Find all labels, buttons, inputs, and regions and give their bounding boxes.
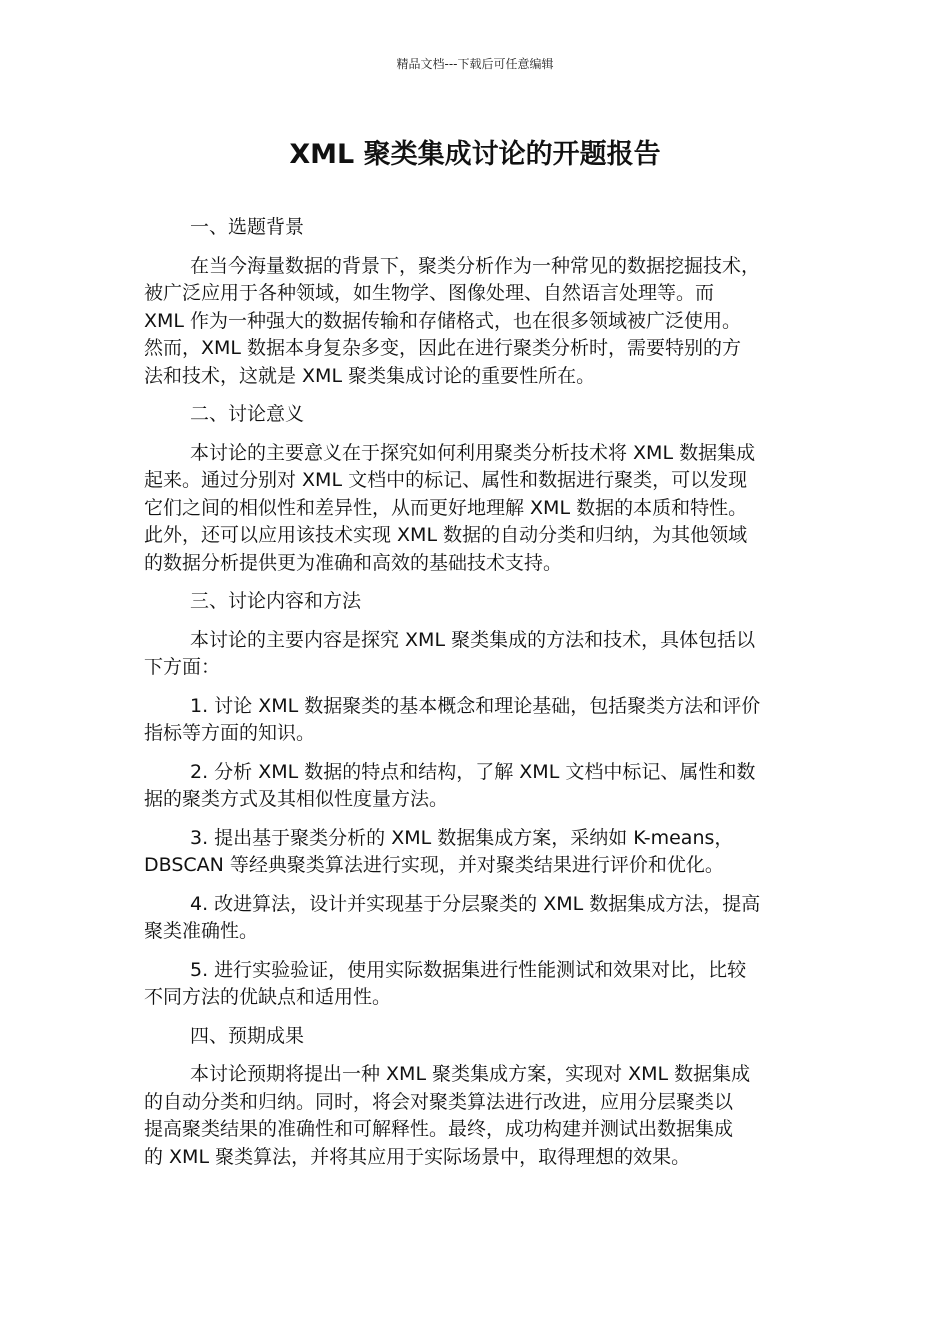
paragraph [144, 627, 808, 682]
text-line: 5. 进行实验验证，使用实际数据集进行性能测试和效果对比，比较 [190, 958, 747, 981]
text-line: 二、讨论意义 [190, 403, 305, 425]
paragraph [144, 957, 808, 1012]
text-line: 不同方法的优缺点和适用性。 [144, 986, 392, 1008]
text-line: 下方面： [144, 656, 221, 678]
text-line: 本讨论的主要意义在于探究如何利用聚类分析技术将 XML 数据集成 [190, 441, 756, 464]
section-heading [144, 1023, 808, 1051]
text-line: 据的聚类方式及其相似性度量方法。 [144, 788, 449, 810]
document-body [144, 214, 808, 1182]
text-line: 法和技术，这就是 XML 聚类集成讨论的重要性所在。 [144, 364, 596, 387]
paragraph [144, 825, 808, 880]
text-line: 四、预期成果 [190, 1024, 305, 1047]
text-line: DBSCAN 等经典聚类算法进行实现，并对聚类结果进行评价和优化。 [144, 854, 724, 876]
text-line: 被广泛应用于各种领域，如生物学、图像处理、自然语言处理等。而 [144, 282, 715, 304]
document-title: XML 聚类集成讨论的开题报告 [289, 139, 661, 170]
text-line: 然而，XML 数据本身复杂多变，因此在进行聚类分析时，需要特别的方 [144, 337, 742, 359]
text-line: 起来。通过分别对 XML 文档中的标记、属性和数据进行聚类，可以发现 [144, 469, 748, 491]
text-line: 1. 讨论 XML 数据聚类的基本概念和理论基础，包括聚类方法和评价 [190, 694, 761, 717]
text-line: 三、讨论内容和方法 [190, 590, 362, 612]
text-line: 一、选题背景 [190, 216, 305, 238]
text-line: 3. 提出基于聚类分析的 XML 数据集成方案，采纳如 K-means， [190, 826, 734, 849]
text-line: 的 XML 聚类算法，并将其应用于实际场景中，取得理想的效果。 [144, 1145, 691, 1168]
text-line: XML 作为一种强大的数据传输和存储格式，也在很多领域被广泛使用。 [144, 309, 742, 332]
text-line: 4. 改进算法，设计并实现基于分层聚类的 XML 数据集成方法，提高 [190, 892, 761, 915]
text-line: 2. 分析 XML 数据的特点和结构，了解 XML 文档中标记、属性和数 [190, 760, 756, 783]
text-line: 聚类准确性。 [144, 920, 259, 942]
text-line: 本讨论的主要内容是探究 XML 聚类集成的方法和技术，具体包括以 [190, 628, 756, 651]
page-header: 精品文档---下载后可任意编辑 [396, 57, 554, 71]
paragraph [144, 253, 808, 391]
text-line: 提高聚类结果的准确性和可解释性。最终，成功构建并测试出数据集成 [144, 1118, 734, 1140]
text-line: 本讨论预期将提出一种 XML 聚类集成方案，实现对 XML 数据集成 [190, 1063, 751, 1085]
text-line: 此外，还可以应用该技术实现 XML 数据的自动分类和归纳，为其他领域 [144, 524, 748, 546]
text-line: 的数据分析提供更为准确和高效的基础技术支持。 [144, 551, 563, 574]
paragraph [144, 693, 808, 748]
paragraph [144, 759, 808, 814]
section-heading [144, 588, 808, 616]
paragraph [144, 1061, 808, 1171]
text-line: 指标等方面的知识。 [144, 722, 316, 744]
paragraph [144, 891, 808, 946]
text-line: 它们之间的相似性和差异性，从而更好地理解 XML 数据的本质和特性。 [144, 496, 748, 519]
section-heading [144, 214, 808, 242]
paragraph [144, 440, 808, 578]
text-line: 在当今海量数据的背景下，聚类分析作为一种常见的数据挖掘技术， [190, 254, 761, 277]
text-line: 的自动分类和归纳。同时，将会对聚类算法进行改进，应用分层聚类以 [144, 1090, 734, 1113]
section-heading [144, 401, 808, 429]
